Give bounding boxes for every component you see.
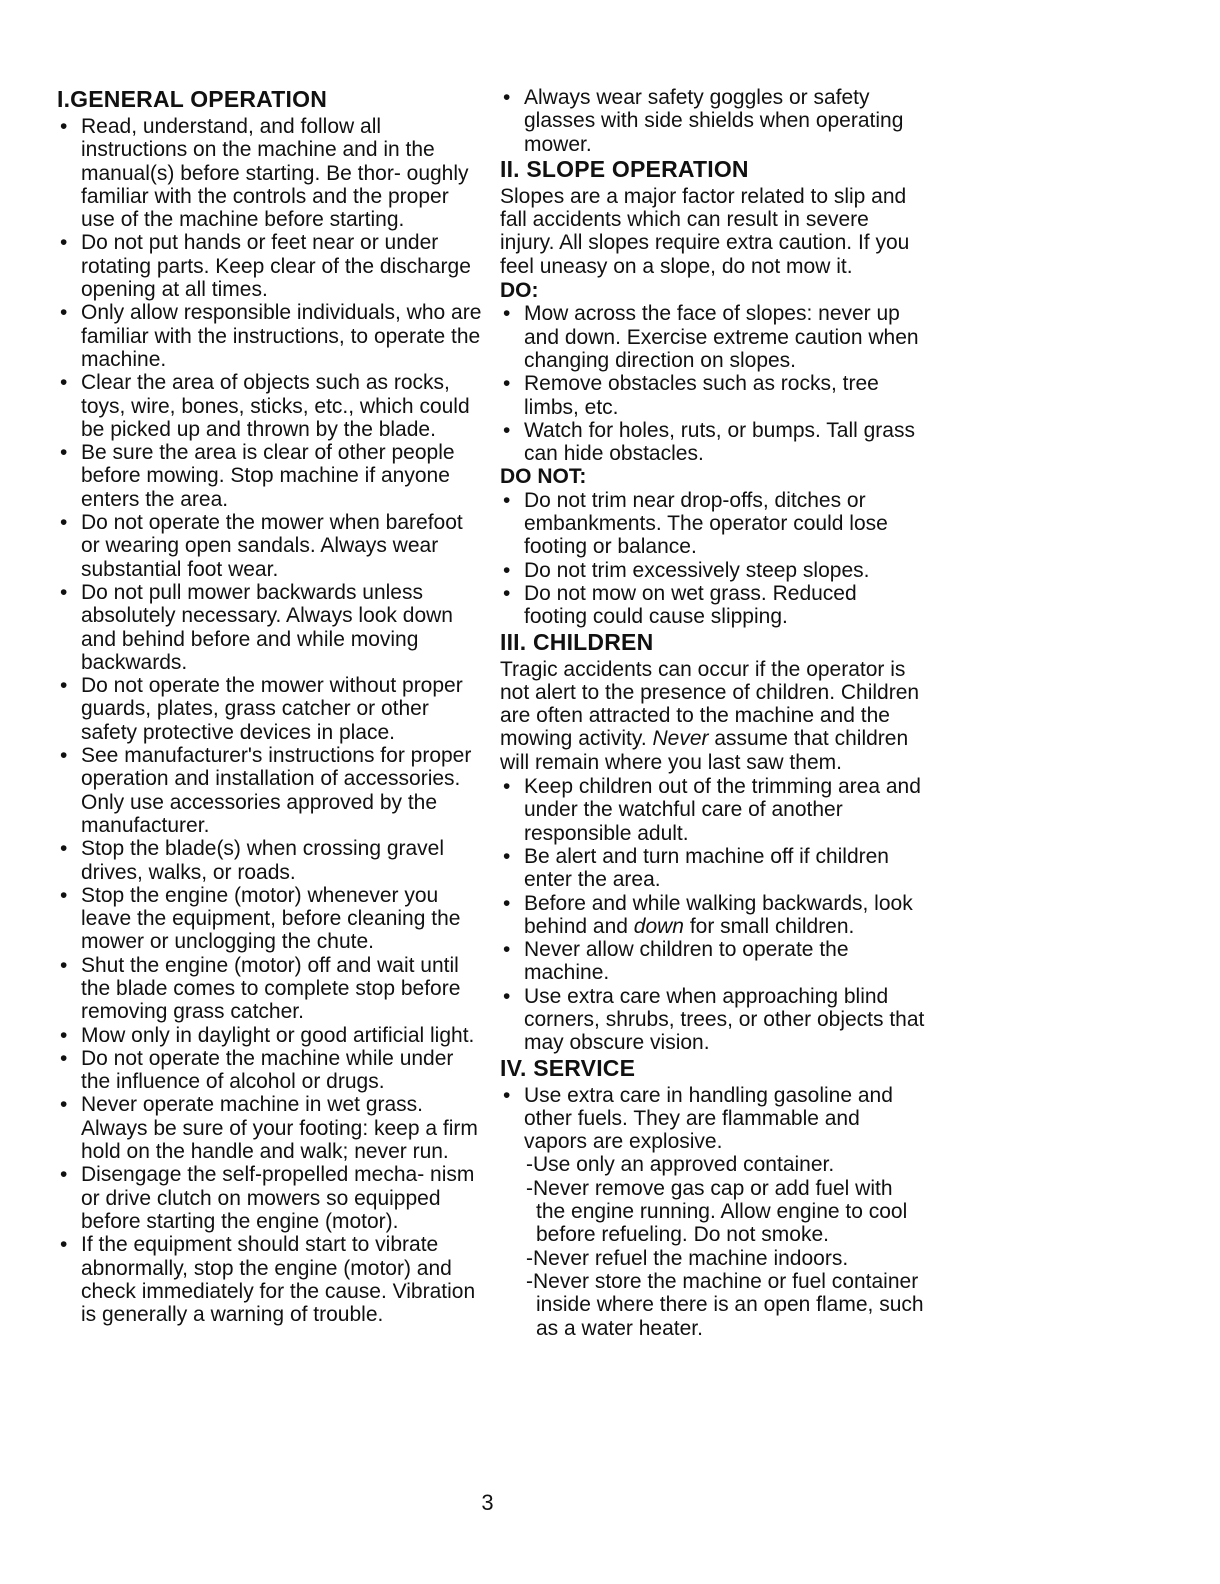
general-operation-list [57,115,487,1326]
do-list [500,302,925,465]
item-text-end: for small children. [683,914,855,938]
list-item: • Use extra care when approaching blind corners, shrubs, trees, or other objects that may obscure vision. [500,985,925,1055]
dash-item: -Never remove gas cap or add fuel with the engine running. Allow engine to cool before refueling. Do not smoke. [526,1176,908,1247]
children-intro-text: Tragic accidents can occur if the operator is not alert to the presence of children. Children are often attracted to the machine and the mowing activity. [500,657,920,751]
list-item: • If the equipment should start to vibrate abnormally, stop the engine (motor) and check immediately for the cause. Vibration is generally a warning of trouble. [57,1233,487,1326]
children-intro [500,658,925,774]
list-item: • Do not operate the mower without proper guards, plates, grass catcher or other safety protective devices in place. [57,674,487,744]
list-item: • Do not mow on wet grass. Reduced footing could cause slipping. [500,582,925,629]
dash-item: -Never store the machine or fuel container inside where there is an open flame, such as a water heater. [526,1269,924,1340]
list-item: • Do not trim near drop-offs, ditches or embankments. The operator could lose footing or balance. [500,489,925,559]
section-title-children: III. CHILDREN [500,628,654,655]
dash-item: -Never refuel the machine indoors. [526,1246,849,1270]
list-item: • Shut the engine (motor) off and wait until the blade comes to complete stop before removing grass catcher. [57,954,487,1024]
do-not-label: DO NOT: [500,465,587,489]
list-item: • Do not pull mower backwards unless absolutely necessary. Always look down and behind before and while moving backwards. [57,581,487,674]
section-title-slope-operation: II. SLOPE OPERATION [500,155,749,182]
list-item: • Do not operate the machine while under the influence of alcohol or drugs. [57,1047,487,1094]
section-title-general-operation: I.GENERAL OPERATION [57,86,328,112]
do-not-list [500,489,925,629]
list-item: • Never operate machine in wet grass. Always be sure of your footing: keep a firm hold on the handle and walk; never run. [57,1093,487,1163]
list-item: • Do not operate the mower when barefoot or wearing open sandals. Always wear substantial foot wear. [57,511,487,581]
list-item: • Mow across the face of slopes: never up and down. Exercise extreme caution when changing direction on slopes. [500,302,925,372]
page-number: 3 [481,1490,494,1515]
list-item: • Remove obstacles such as rocks, tree limbs, etc. [500,372,925,419]
dash-item: -Use only an approved container. [526,1153,835,1177]
list-item: • Always wear safety goggles or safety glasses with side shields when operating mower. [500,86,925,156]
item-text: Before and while walking backwards, look behind and [524,891,913,938]
section-title-service: IV. SERVICE [500,1054,636,1081]
list-item: • Mow only in daylight or good artificial light. [57,1024,487,1047]
list-item: • Watch for holes, ruts, or bumps. Tall grass can hide obstacles. [500,419,925,466]
service-list [500,1084,925,1154]
do-label: DO: [500,279,539,303]
list-item: • Use extra care in handling gasoline and other fuels. They are flammable and vapors are explosive. [500,1084,925,1154]
list-item: • Only allow responsible individuals, who are familiar with the instructions, to operate the machine. [57,301,487,371]
general-operation-continued [500,86,925,156]
list-item: • Read, understand, and follow all instructions on the machine and in the manual(s) before starting. Be thor- oughly familiar with the controls and the proper use of the machine before starting. [57,115,487,231]
list-item: • Clear the area of objects such as rocks, toys, wire, bones, sticks, etc., which could be picked up and thrown by the blade. [57,371,487,441]
left-column [57,86,487,1326]
list-item: • Never allow children to operate the machine. [500,938,925,985]
children-intro-emphasis: Never [652,727,709,751]
list-item: • See manufacturer's instructions for proper operation and installation of accessories. Only use accessories approved by the manufacturer. [57,744,487,837]
list-item: • Stop the engine (motor) whenever you leave the equipment, before cleaning the mower or unclogging the chute. [57,884,487,954]
list-item: • Stop the blade(s) when crossing gravel drives, walks, or roads. [57,837,487,884]
list-item: • Keep children out of the trimming area and under the watchful care of another responsible adult. [500,775,925,845]
list-item: • Do not put hands or feet near or under rotating parts. Keep clear of the discharge opening at all times. [57,231,487,301]
children-list [500,775,925,1055]
list-item: • Disengage the self-propelled mecha- nism or drive clutch on mowers so equipped before starting the engine (motor). [57,1163,487,1233]
slope-intro: Slopes are a major factor related to slip and fall accidents which can result in severe injury. All slopes require extra caution. If you feel uneasy on a slope, do not mow it. [500,184,910,278]
service-dash-list [500,1153,925,1339]
list-item: • Be sure the area is clear of other people before mowing. Stop machine if anyone enters the area. [57,441,487,511]
list-item [500,892,925,939]
children-intro-text-end: assume that children will remain where you last saw them. [500,727,909,774]
list-item: • Be alert and turn machine off if children enter the area. [500,845,925,892]
right-column [500,86,925,1340]
list-item: • Do not trim excessively steep slopes. [500,559,925,582]
item-emphasis: down [633,914,684,938]
